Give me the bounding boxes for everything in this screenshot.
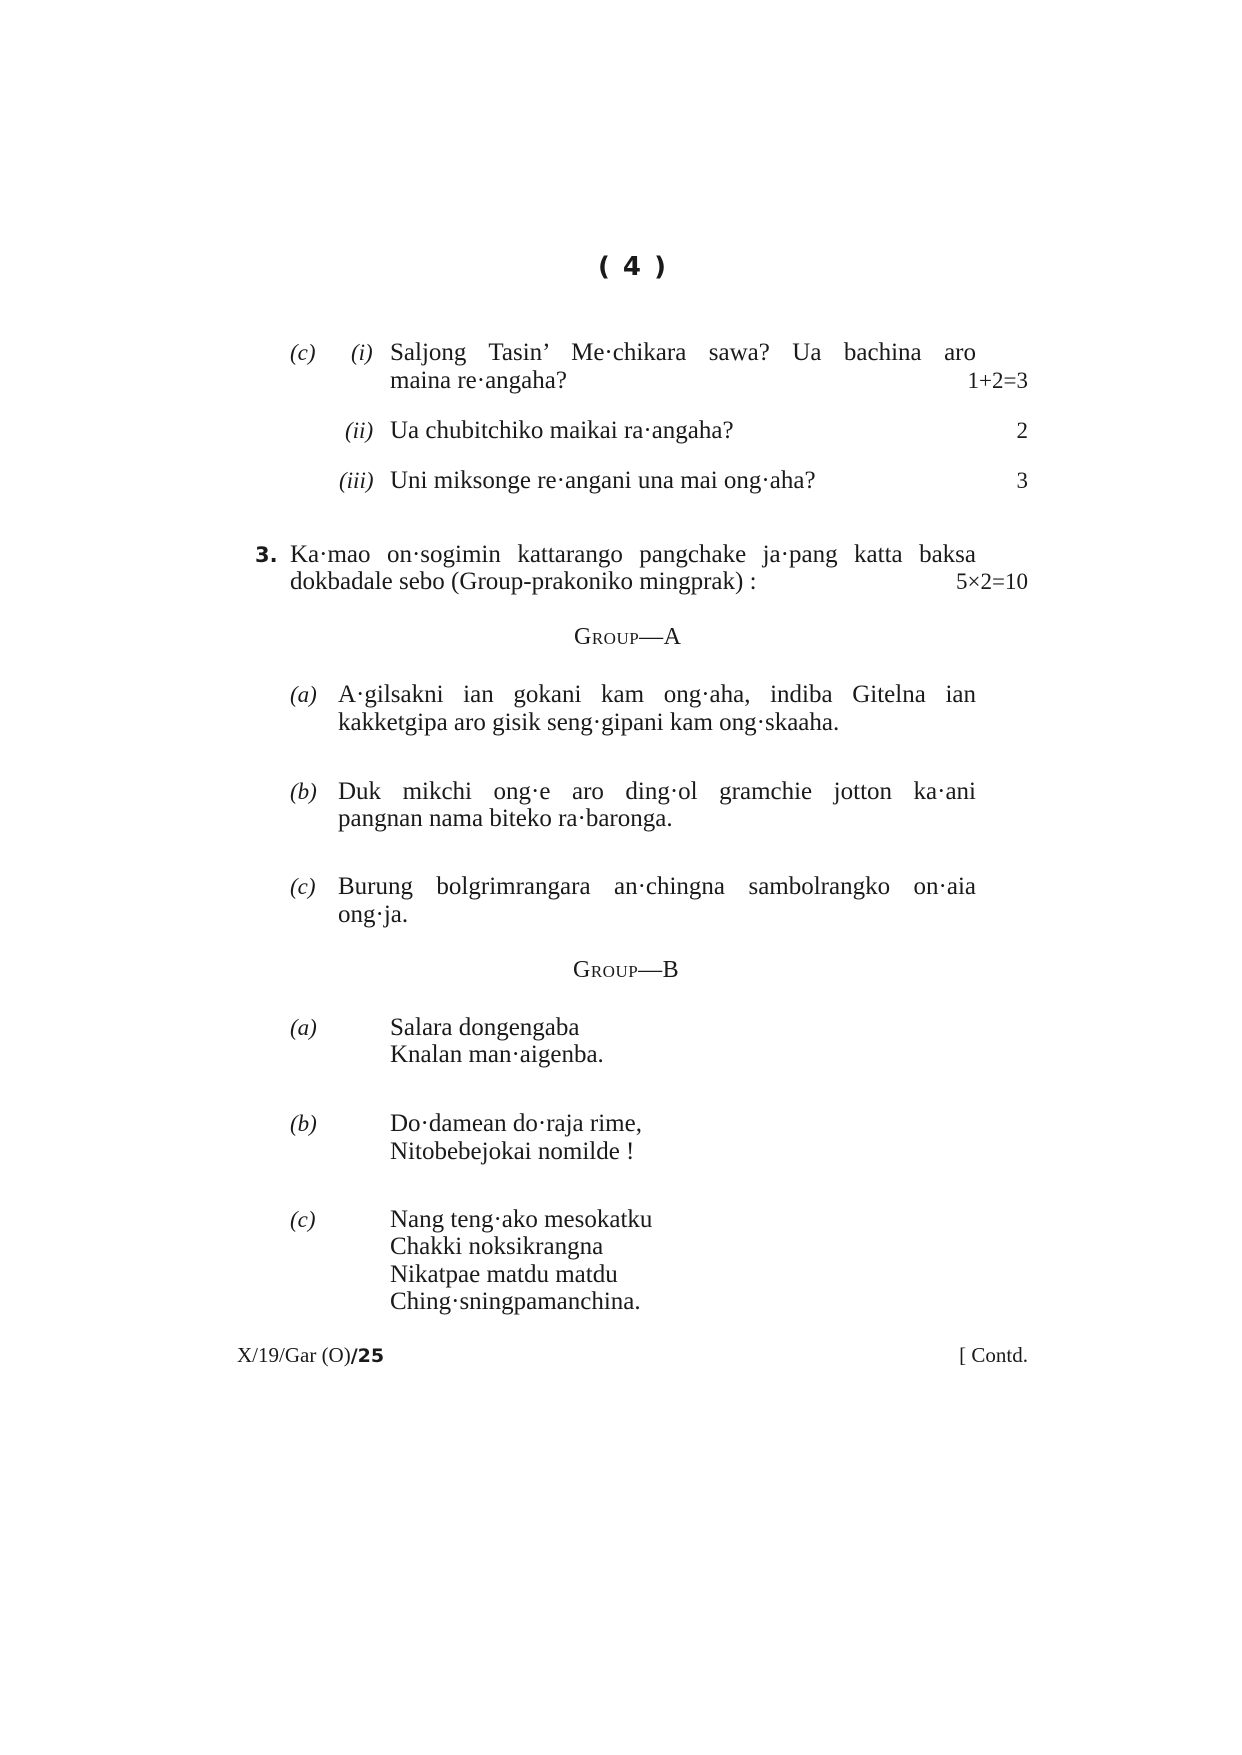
group-a-item-b-label: (b): [290, 779, 317, 804]
footer-code: [237, 1341, 384, 1370]
group-b-item-a-label: (a): [290, 1015, 317, 1040]
item-ii-marks: 2: [1016, 418, 1028, 443]
group-a-item-b-line2: pangnan nama biteko ra·baronga.: [338, 805, 673, 832]
group-b-item-c-line2: Chakki noksikrangna: [390, 1233, 604, 1260]
group-a-item-a-line2: kakketgipa aro gisik seng·gipani kam ong·skaaha.: [338, 709, 840, 736]
item-ii-label: (ii): [345, 418, 374, 443]
group-a-item-c-line1: Burung bolgrimrangara an·chingna sambolrangko on·aia: [338, 873, 976, 900]
group-b-item-c-line3: Nikatpae matdu matdu: [390, 1261, 618, 1288]
item-ii-text: Ua chubitchiko maikai ra·angaha?: [390, 417, 734, 444]
group-b-item-b-line2: Nitobebejokai nomilde !: [390, 1138, 635, 1165]
item-i-marks: 1+2=3: [967, 368, 1028, 393]
group-a-heading: Group—A: [574, 624, 682, 650]
group-b-item-c-line1: Nang teng·ako mesokatku: [390, 1206, 653, 1233]
group-b-item-b-line1: Do·damean do·raja rime,: [390, 1110, 642, 1137]
footer-code-page: /25: [350, 1345, 385, 1367]
group-b-item-b-label: (b): [290, 1111, 317, 1136]
group-a-item-c-label: (c): [290, 874, 316, 899]
footer-code-text: X/19/Gar (O): [237, 1343, 351, 1367]
group-a-item-a-label: (a): [290, 682, 317, 707]
question-3-marks: 5×2=10: [956, 569, 1028, 594]
question-3-line1: Ka·mao on·sogimin kattarango pangchake ja·pang katta baksa: [290, 541, 976, 568]
item-i-text-line2: maina re·angaha?: [390, 367, 567, 394]
question-3-line2: dokbadale sebo (Group-prakoniko mingprak) :: [290, 568, 757, 595]
item-iii-label: (iii): [339, 468, 374, 493]
group-b-item-a-line1: Salara dongengaba: [390, 1014, 580, 1041]
group-b-item-c-label: (c): [290, 1207, 316, 1232]
group-a-item-a-line1: A·gilsakni ian gokani kam ong·aha, indiba Gitelna ian: [338, 681, 976, 708]
item-iii-marks: 3: [1016, 468, 1028, 493]
group-b-item-a-line2: Knalan man·aigenba.: [390, 1041, 604, 1068]
footer-contd: [ Contd.: [959, 1343, 1028, 1367]
group-b-heading: Group—B: [573, 957, 680, 983]
group-a-item-b-line1: Duk mikchi ong·e aro ding·ol gramchie jotton ka·ani: [338, 778, 976, 805]
item-i-text-line1: Saljong Tasin’ Me·chikara sawa? Ua bachina aro: [390, 339, 976, 366]
part-c-label: (c): [290, 340, 316, 365]
group-b-item-c-line4: Ching·sningpamanchina.: [390, 1288, 641, 1315]
item-i-label: (i): [351, 340, 373, 365]
group-a-item-c-line2: ong·ja.: [338, 901, 409, 928]
question-3-number: 3.: [255, 543, 278, 567]
page-number: ( 4 ): [598, 252, 668, 282]
item-iii-text: Uni miksonge re·angani una mai ong·aha?: [390, 467, 816, 494]
